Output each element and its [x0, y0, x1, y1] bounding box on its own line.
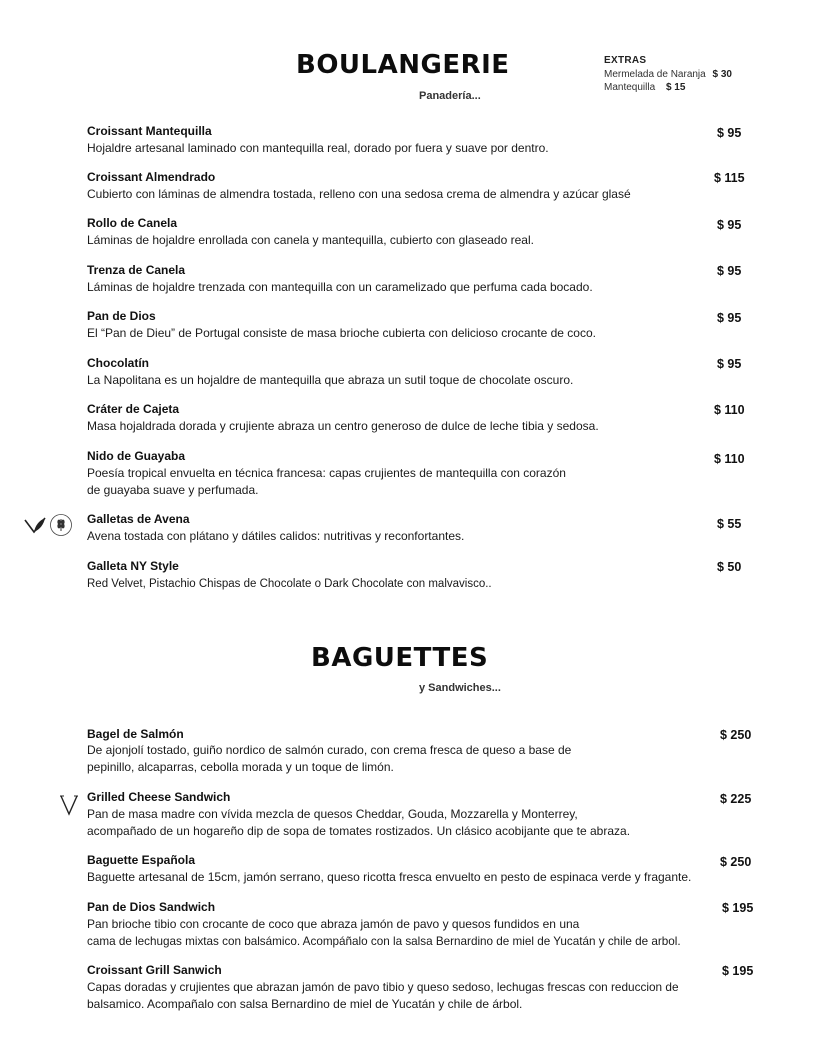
menu-item-price: $ 110 — [714, 452, 745, 466]
menu-item-name: Baguette Española — [87, 853, 196, 867]
menu-item-name: Cráter de Cajeta — [87, 402, 180, 416]
menu-item-desc: El “Pan de Dieu” de Portugal consiste de masa brioche cubierta con delicioso crocante de coco. — [87, 326, 596, 340]
menu-item-price: $ 250 — [720, 728, 752, 742]
menu-item-desc: Capas doradas y crujientes que abrazan jamón de pavo tibio y queso sedoso, lechugas frescas con reduccion de — [87, 980, 679, 994]
baguettes-subtitle: y Sandwiches... — [419, 682, 501, 694]
menu-item-price: $ 95 — [717, 357, 742, 371]
menu-item-name: Galletas de Avena — [87, 512, 190, 526]
menu-item-price: $ 50 — [717, 560, 742, 574]
menu-item-name: Croissant Mantequilla — [87, 124, 212, 138]
menu-item-price: $ 195 — [722, 964, 754, 978]
vegetarian-v-icon — [60, 794, 78, 816]
menu-item-desc: Baguette artesanal de 15cm, jamón serrano, queso ricotta fresca envuelto en pesto de espinaca verde y fragante. — [87, 870, 692, 884]
menu-item-desc: Láminas de hojaldre enrollada con canela y mantequilla, cubierto con glaseado real. — [87, 233, 534, 247]
menu-item-desc: Cubierto con láminas de almendra tostada, relleno con una sedosa crema de almendra y azúcar glasé — [87, 187, 631, 201]
gluten-free-icon — [49, 513, 73, 537]
menu-item-desc: cama de lechugas mixtas con balsámico. Acompáñalo con la salsa Bernardino de miel de Yucatán y chile de arbol. — [87, 935, 681, 948]
menu-item-desc: Masa hojaldrada dorada y crujiente abraza un centro generoso de dulce de leche tibia y sedosa. — [87, 419, 599, 433]
menu-item-desc: Láminas de hojaldre trenzada con mantequilla con un caramelizado que perfuma cada bocado. — [87, 280, 593, 294]
menu-item-price: $ 195 — [722, 901, 754, 915]
menu-item-name: Nido de Guayaba — [87, 449, 186, 463]
extras-item-price: $ 30 — [712, 69, 732, 80]
menu-item-price: $ 115 — [714, 171, 745, 185]
menu-item-name: Trenza de Canela — [87, 263, 186, 277]
menu-item-name: Bagel de Salmón — [87, 727, 184, 741]
menu-item-desc: balsamico. Acompañalo con salsa Bernardino de miel de Yucatán y chile de árbol. — [87, 997, 523, 1011]
extras-title: EXTRAS — [604, 55, 647, 66]
menu-item-desc: La Napolitana es un hojaldre de mantequilla que abraza un sutil toque de chocolate oscuro. — [87, 373, 574, 387]
menu-item-price: $ 110 — [714, 403, 745, 417]
menu-item-desc: pepinillo, alcaparras, cebolla morada y un toque de limón. — [87, 760, 394, 774]
menu-item-name: Pan de Dios Sandwich — [87, 900, 216, 914]
menu-item-price: $ 95 — [717, 264, 742, 278]
menu-item-desc: Pan de masa madre con vívida mezcla de quesos Cheddar, Gouda, Mozzarella y Monterrey, — [87, 807, 578, 821]
menu-item-desc: Poesía tropical envuelta en técnica francesa: capas crujientes de mantequilla con corazón — [87, 466, 566, 480]
menu-item-name: Croissant Almendrado — [87, 170, 216, 184]
menu-item-price: $ 95 — [717, 126, 742, 140]
boulangerie-subtitle: Panadería... — [419, 90, 481, 102]
menu-item-name: Galleta NY Style — [87, 559, 179, 573]
menu-item-desc: Avena tostada con plátano y dátiles calidos: nutritivas y reconfortantes. — [87, 529, 465, 543]
menu-item-name: Grilled Cheese Sandwich — [87, 790, 231, 804]
menu-item-price: $ 95 — [717, 311, 742, 325]
menu-item-name: Chocolatín — [87, 356, 149, 370]
extras-box — [604, 55, 732, 93]
extras-item — [604, 82, 732, 93]
baguettes-title: BAGUETTES — [311, 643, 489, 673]
menu-item-desc: Red Velvet, Pistachio Chispas de Chocolate o Dark Chocolate con malvavisco.. — [87, 578, 492, 590]
extras-item-name: Mermelada de Naranja — [604, 69, 706, 80]
menu-item-desc: Pan brioche tibio con crocante de coco que abraza jamón de pavo y quesos fundidos en una — [87, 917, 580, 931]
menu-item-desc: de guayaba suave y perfumada. — [87, 483, 259, 497]
boulangerie-title: BOULANGERIE — [296, 50, 510, 80]
menu-item-price: $ 250 — [720, 855, 752, 869]
extras-item-price: $ 15 — [665, 82, 686, 93]
menu-item-desc: De ajonjolí tostado, guiño nordico de salmón curado, con crema fresca de queso a base de — [87, 743, 572, 757]
menu-item-name: Rollo de Canela — [87, 216, 178, 230]
vegan-leaf-icon — [23, 516, 47, 534]
menu-item-name: Croissant Grill Sanwich — [87, 963, 222, 977]
extras-item-name: Mantequilla — [604, 82, 656, 93]
menu-item-price: $ 225 — [720, 792, 752, 806]
extras-item — [604, 69, 732, 80]
menu-item-price: $ 55 — [717, 517, 742, 531]
menu-item-desc: acompañado de un hogareño dip de sopa de tomates rostizados. Un clásico acobijante que te abraza. — [87, 824, 631, 838]
menu-item-desc: Hojaldre artesanal laminado con mantequilla real, dorado por fuera y suave por dentro. — [87, 141, 549, 155]
menu-item-name: Pan de Dios — [87, 309, 156, 323]
menu-item-price: $ 95 — [717, 218, 742, 232]
